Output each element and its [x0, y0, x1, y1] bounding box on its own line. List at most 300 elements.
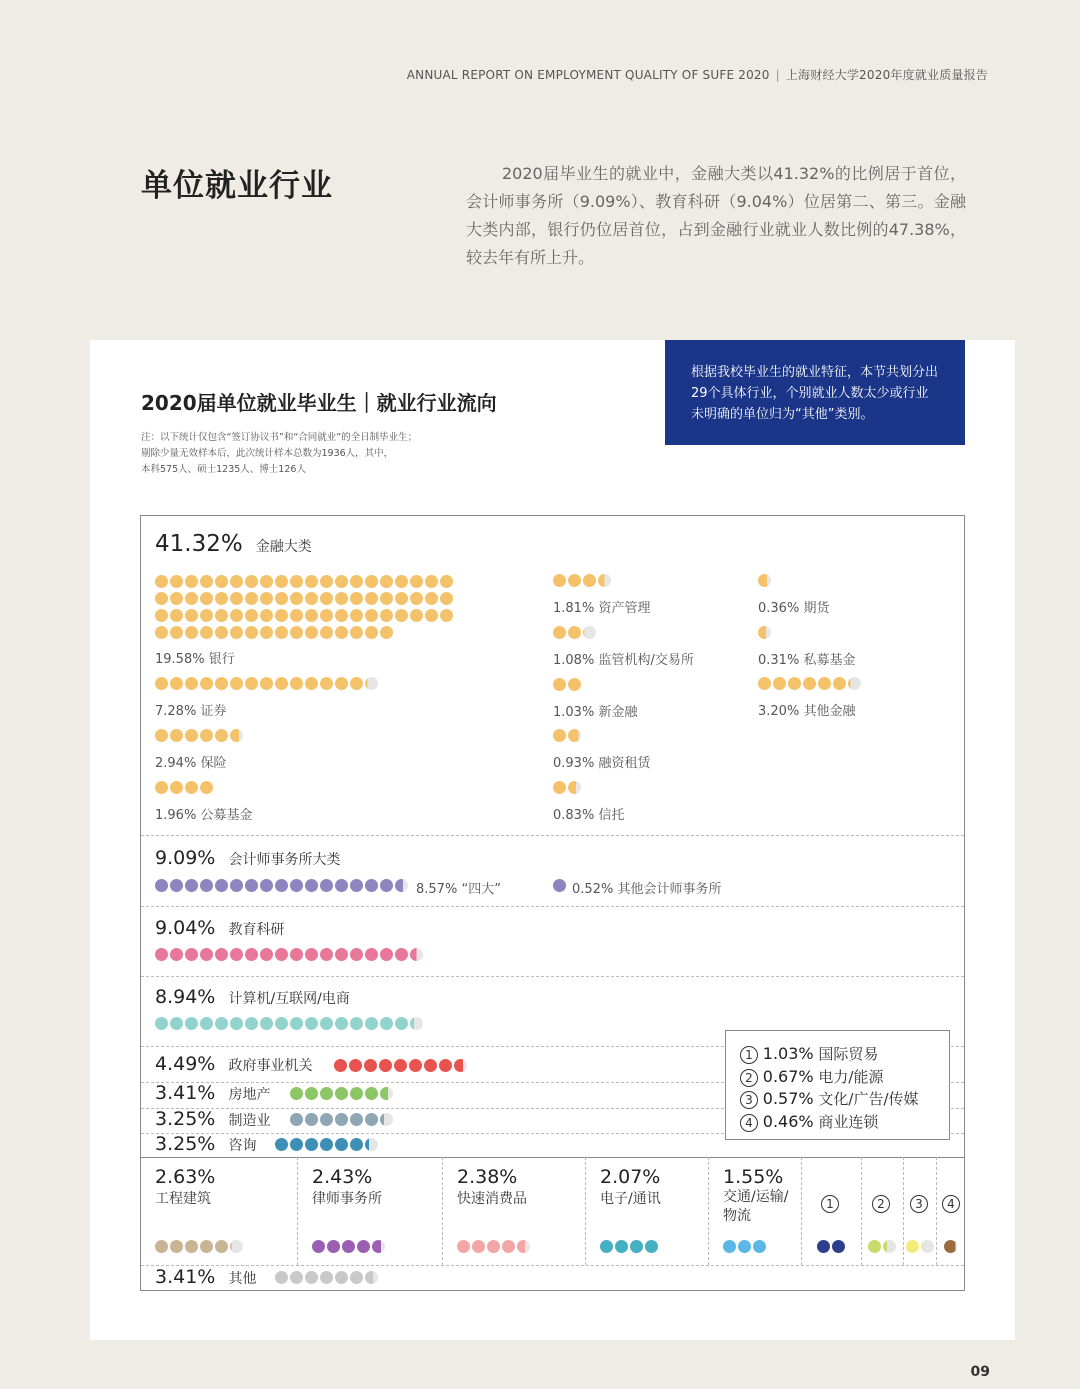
- data-dot: [185, 879, 198, 892]
- data-dot: [832, 1240, 845, 1253]
- data-dot: [425, 592, 438, 605]
- bank-dots: [155, 575, 455, 639]
- data-dot: [364, 1059, 377, 1072]
- culture-dots: [906, 1240, 934, 1253]
- data-dot: [365, 879, 378, 892]
- partial-data-dot: [365, 1138, 378, 1151]
- data-dot: [245, 626, 258, 639]
- data-dot: [615, 1240, 628, 1253]
- data-dot: [170, 948, 183, 961]
- data-dot: [440, 592, 453, 605]
- data-dot: [439, 1059, 452, 1072]
- data-dot: [185, 575, 198, 588]
- consulting-label: 咨询: [228, 1138, 257, 1154]
- data-dot: [395, 948, 408, 961]
- data-dot: [215, 879, 228, 892]
- data-dot: [335, 677, 348, 690]
- data-dot: [170, 729, 183, 742]
- data-dot: [200, 781, 213, 794]
- data-dot: [334, 1059, 347, 1072]
- data-dot: [350, 1271, 363, 1284]
- divider: [141, 976, 964, 977]
- data-dot: [230, 592, 243, 605]
- accounting-pct: 9.09%: [155, 847, 216, 869]
- data-dot: [185, 729, 198, 742]
- fmcg-dots: [457, 1240, 530, 1253]
- data-dot: [155, 592, 168, 605]
- partial-data-dot: [410, 1017, 423, 1030]
- manufacturing-pct: 3.25%: [155, 1108, 216, 1130]
- data-dot: [260, 626, 273, 639]
- data-dot: [410, 575, 423, 588]
- government-row: [155, 1053, 312, 1075]
- other-pct: 3.41%: [155, 1266, 216, 1288]
- other-accounting-label: 0.52% 其他会计师事务所: [572, 882, 722, 897]
- data-dot: [305, 609, 318, 622]
- data-dot: [380, 592, 393, 605]
- data-dot: [357, 1240, 370, 1253]
- data-dot: [260, 677, 273, 690]
- public-fund-dots: [155, 781, 213, 794]
- data-dot: [410, 592, 423, 605]
- securities-label: 7.28% 证券: [155, 704, 227, 719]
- data-dot: [380, 1017, 393, 1030]
- legend-item: 4 0.46% 商业连锁: [740, 1111, 949, 1134]
- data-dot: [380, 626, 393, 639]
- data-dot: [215, 626, 228, 639]
- column-divider: [708, 1157, 709, 1265]
- finance-pct: 41.32%: [155, 531, 243, 557]
- column-divider: [903, 1157, 904, 1265]
- transport-cell: [723, 1166, 793, 1226]
- data-dot: [215, 575, 228, 588]
- accounting-header: [155, 847, 340, 869]
- transport-pct: 1.55%: [723, 1166, 784, 1188]
- data-dot: [155, 1240, 168, 1253]
- data-dot: [290, 575, 303, 588]
- data-dot: [290, 1271, 303, 1284]
- data-dot: [170, 781, 183, 794]
- data-dot: [395, 575, 408, 588]
- data-dot: [185, 1240, 198, 1253]
- partial-data-dot: [230, 1240, 243, 1253]
- sample-note: [141, 430, 501, 478]
- securities-dots: [155, 677, 378, 690]
- data-dot: [365, 575, 378, 588]
- data-dot: [200, 609, 213, 622]
- data-dot: [906, 1240, 919, 1253]
- data-dot: [350, 626, 363, 639]
- data-dot: [365, 592, 378, 605]
- data-dot: [200, 592, 213, 605]
- asset-mgmt-label: 1.81% 资产管理: [553, 601, 651, 616]
- data-dot: [553, 574, 566, 587]
- asset-mgmt-dots: [553, 574, 611, 587]
- transport-label: 交通/运输/物流: [723, 1189, 789, 1224]
- data-dot: [350, 1017, 363, 1030]
- data-dot: [230, 879, 243, 892]
- regulator-label: 1.08% 监管机构/交易所: [553, 653, 694, 668]
- data-dot: [275, 1271, 288, 1284]
- data-dot: [380, 575, 393, 588]
- data-dot: [553, 678, 566, 691]
- manufacturing-row: [155, 1108, 270, 1130]
- electronics-cell: [600, 1166, 661, 1208]
- data-dot: [395, 1017, 408, 1030]
- data-dot: [833, 677, 846, 690]
- running-head-cn: 上海财经大学2020年度就业质量报告: [785, 68, 988, 82]
- data-dot: [440, 609, 453, 622]
- data-dot: [275, 677, 288, 690]
- law-pct: 2.43%: [312, 1166, 373, 1188]
- data-dot: [185, 1017, 198, 1030]
- data-dot: [230, 948, 243, 961]
- col-num-4: 4: [942, 1193, 960, 1213]
- data-dot: [170, 879, 183, 892]
- computer-header: [155, 986, 350, 1008]
- data-dot: [305, 575, 318, 588]
- data-dot: [170, 626, 183, 639]
- data-dot: [803, 677, 816, 690]
- data-dot: [379, 1059, 392, 1072]
- column-divider: [442, 1157, 443, 1265]
- partial-data-dot: [758, 574, 771, 587]
- data-dot: [305, 1138, 318, 1151]
- futures-dots: [758, 574, 771, 587]
- data-dot: [185, 592, 198, 605]
- data-dot: [155, 729, 168, 742]
- data-dot: [553, 879, 566, 892]
- data-dot: [424, 1059, 437, 1072]
- column-divider: [585, 1157, 586, 1265]
- data-dot: [305, 1271, 318, 1284]
- data-dot: [215, 677, 228, 690]
- other-dots: [275, 1271, 378, 1284]
- data-dot: [260, 575, 273, 588]
- partial-data-dot: [583, 626, 596, 639]
- data-dot: [380, 879, 393, 892]
- power-dots: [868, 1240, 896, 1253]
- manufacturing-label: 制造业: [228, 1113, 271, 1129]
- realestate-dots: [290, 1087, 393, 1100]
- big4-dots: [155, 879, 408, 892]
- data-dot: [215, 592, 228, 605]
- big4-label: 8.57% “四大”: [416, 882, 501, 897]
- data-dot: [335, 575, 348, 588]
- data-dot: [335, 1138, 348, 1151]
- education-dots: [155, 948, 423, 961]
- computer-dots: [155, 1017, 423, 1030]
- data-dot: [365, 1113, 378, 1126]
- manufacturing-dots: [290, 1113, 393, 1126]
- data-dot: [723, 1240, 736, 1253]
- data-dot: [290, 948, 303, 961]
- data-dot: [753, 1240, 766, 1253]
- data-dot: [350, 879, 363, 892]
- data-dot: [320, 677, 333, 690]
- data-dot: [245, 1017, 258, 1030]
- data-dot: [472, 1240, 485, 1253]
- section-title: 单位就业行业: [141, 168, 333, 204]
- data-dot: [260, 879, 273, 892]
- leasing-dots: [553, 729, 581, 742]
- partial-data-dot: [758, 626, 771, 639]
- partial-data-dot: [921, 1240, 934, 1253]
- data-dot: [275, 879, 288, 892]
- partial-data-dot: [372, 1240, 385, 1253]
- data-dot: [185, 626, 198, 639]
- data-dot: [350, 592, 363, 605]
- data-dot: [773, 677, 786, 690]
- data-dot: [320, 1138, 333, 1151]
- divider: [141, 906, 964, 907]
- data-dot: [200, 626, 213, 639]
- data-dot: [200, 729, 213, 742]
- data-dot: [245, 575, 258, 588]
- data-dot: [335, 1113, 348, 1126]
- data-dot: [200, 879, 213, 892]
- other-finance-dots: [758, 677, 861, 690]
- data-dot: [170, 609, 183, 622]
- note-line: 注：以下统计仅包含“签订协议书”和“合同就业”的全日制毕业生；: [141, 432, 418, 443]
- engineering-label: 工程建筑: [155, 1191, 211, 1207]
- info-box: 根据我校毕业生的就业特征，本节共划分出29个具体行业，个别就业人数太少或行业未明确的单位归为“其他”类别。: [665, 340, 965, 445]
- data-dot: [342, 1240, 355, 1253]
- partial-data-dot: [410, 948, 423, 961]
- data-dot: [215, 1017, 228, 1030]
- data-dot: [320, 592, 333, 605]
- other-accounting-dots: [553, 879, 566, 892]
- data-dot: [395, 592, 408, 605]
- data-dot: [170, 575, 183, 588]
- data-dot: [155, 781, 168, 794]
- data-dot: [365, 948, 378, 961]
- data-dot: [245, 677, 258, 690]
- data-dot: [275, 592, 288, 605]
- transport-dots: [723, 1240, 766, 1253]
- data-dot: [230, 626, 243, 639]
- data-dot: [630, 1240, 643, 1253]
- running-head: [407, 66, 988, 83]
- leasing-label: 0.93% 融资租赁: [553, 756, 651, 771]
- data-dot: [788, 677, 801, 690]
- running-head-divider: |: [775, 68, 780, 82]
- private-fund-dots: [758, 626, 771, 639]
- data-dot: [320, 626, 333, 639]
- data-dot: [155, 948, 168, 961]
- data-dot: [645, 1240, 658, 1253]
- data-dot: [320, 879, 333, 892]
- other-finance-label: 3.20% 其他金融: [758, 704, 856, 719]
- data-dot: [817, 1240, 830, 1253]
- data-dot: [290, 592, 303, 605]
- data-dot: [350, 609, 363, 622]
- data-dot: [365, 609, 378, 622]
- data-dot: [290, 1087, 303, 1100]
- data-dot: [260, 948, 273, 961]
- government-dots: [334, 1059, 467, 1072]
- partial-data-dot: [380, 1113, 393, 1126]
- consulting-dots: [275, 1138, 378, 1151]
- partial-data-dot: [568, 729, 581, 742]
- trade-dots: [817, 1240, 845, 1253]
- partial-data-dot: [365, 677, 378, 690]
- data-dot: [335, 948, 348, 961]
- data-dot: [200, 677, 213, 690]
- data-dot: [215, 729, 228, 742]
- partial-data-dot: [454, 1059, 467, 1072]
- engineering-cell: [155, 1166, 215, 1208]
- partial-data-dot: [848, 677, 861, 690]
- data-dot: [440, 575, 453, 588]
- data-dot: [275, 575, 288, 588]
- insurance-label: 2.94% 保险: [155, 756, 227, 771]
- running-head-en: ANNUAL REPORT ON EMPLOYMENT QUALITY OF SUFE 2020: [406, 68, 770, 82]
- realestate-pct: 3.41%: [155, 1082, 216, 1104]
- data-dot: [350, 677, 363, 690]
- partial-data-dot: [598, 574, 611, 587]
- data-dot: [365, 1087, 378, 1100]
- data-dot: [275, 948, 288, 961]
- divider: [141, 1265, 964, 1266]
- data-dot: [155, 575, 168, 588]
- data-dot: [409, 1059, 422, 1072]
- data-dot: [457, 1240, 470, 1253]
- engineering-dots: [155, 1240, 243, 1253]
- data-dot: [230, 677, 243, 690]
- data-dot: [260, 1017, 273, 1030]
- data-dot: [305, 592, 318, 605]
- data-dot: [312, 1240, 325, 1253]
- data-dot: [260, 609, 273, 622]
- data-dot: [395, 609, 408, 622]
- data-dot: [487, 1240, 500, 1253]
- col-num-2: 2: [872, 1193, 890, 1213]
- data-dot: [320, 1017, 333, 1030]
- computer-label: 计算机/互联网/电商: [228, 991, 350, 1007]
- data-dot: [305, 677, 318, 690]
- partial-data-dot: [568, 781, 581, 794]
- data-dot: [320, 948, 333, 961]
- col-num-1: 1: [821, 1193, 839, 1213]
- data-dot: [320, 609, 333, 622]
- data-dot: [553, 729, 566, 742]
- new-finance-dots: [553, 678, 581, 691]
- chart-title: 2020届单位就业毕业生｜就业行业流向: [141, 391, 497, 415]
- partial-data-dot: [517, 1240, 530, 1253]
- electronics-dots: [600, 1240, 658, 1253]
- data-dot: [290, 1113, 303, 1126]
- data-dot: [305, 948, 318, 961]
- column-divider: [936, 1157, 937, 1265]
- government-label: 政府事业机关: [228, 1058, 313, 1074]
- bank-label: 19.58% 银行: [155, 652, 235, 667]
- accounting-label: 会计师事务所大类: [228, 852, 341, 868]
- data-dot: [380, 609, 393, 622]
- data-dot: [327, 1240, 340, 1253]
- legend-item: 2 0.67% 电力/能源: [740, 1066, 949, 1089]
- data-dot: [568, 626, 581, 639]
- note-line: 剔除少量无效样本后，此次统计样本总数为1936人，其中，: [141, 448, 394, 459]
- education-pct: 9.04%: [155, 917, 216, 939]
- data-dot: [290, 1017, 303, 1030]
- data-dot: [335, 1087, 348, 1100]
- data-dot: [365, 626, 378, 639]
- data-dot: [394, 1059, 407, 1072]
- consulting-row: [155, 1133, 256, 1155]
- data-dot: [170, 1017, 183, 1030]
- realestate-row: [155, 1082, 270, 1104]
- fmcg-pct: 2.38%: [457, 1166, 518, 1188]
- retail-dots: [944, 1240, 957, 1253]
- column-divider: [297, 1157, 298, 1265]
- regulator-dots: [553, 626, 596, 639]
- insurance-dots: [155, 729, 243, 742]
- data-dot: [260, 592, 273, 605]
- data-dot: [155, 609, 168, 622]
- data-dot: [502, 1240, 515, 1253]
- data-dot: [553, 781, 566, 794]
- col-num-3: 3: [910, 1193, 928, 1213]
- law-dots: [312, 1240, 385, 1253]
- data-dot: [320, 1271, 333, 1284]
- data-dot: [230, 609, 243, 622]
- data-dot: [155, 1017, 168, 1030]
- data-dot: [290, 677, 303, 690]
- data-dot: [290, 609, 303, 622]
- small-industry-legend: [725, 1030, 950, 1140]
- data-dot: [305, 1087, 318, 1100]
- data-dot: [320, 1113, 333, 1126]
- data-dot: [350, 1138, 363, 1151]
- data-dot: [215, 609, 228, 622]
- data-dot: [155, 677, 168, 690]
- data-dot: [245, 592, 258, 605]
- column-divider: [801, 1157, 802, 1265]
- data-dot: [290, 1138, 303, 1151]
- divider: [141, 1157, 964, 1158]
- trust-label: 0.83% 信托: [553, 808, 625, 823]
- law-label: 律师事务所: [312, 1191, 382, 1207]
- data-dot: [185, 677, 198, 690]
- data-dot: [410, 609, 423, 622]
- data-dot: [305, 1017, 318, 1030]
- data-dot: [245, 879, 258, 892]
- data-dot: [365, 1017, 378, 1030]
- note-line: 本科575人、硕士1235人、博士126人: [141, 464, 306, 475]
- computer-pct: 8.94%: [155, 986, 216, 1008]
- data-dot: [553, 626, 566, 639]
- data-dot: [305, 626, 318, 639]
- partial-data-dot: [365, 1271, 378, 1284]
- data-dot: [868, 1240, 881, 1253]
- legend-item: 1 1.03% 国际贸易: [740, 1043, 949, 1066]
- data-dot: [185, 609, 198, 622]
- intro-paragraph: 2020届毕业生的就业中，金融大类以41.32%的比例居于首位，会计师事务所（9.09%）、教育科研（9.04%）位居第二、第三。金融大类内部，银行仍位居首位，占到金融行业就业人数比例的47.38%，较去年有所上升。: [466, 164, 966, 267]
- data-dot: [320, 575, 333, 588]
- data-dot: [349, 1059, 362, 1072]
- public-fund-label: 1.96% 公募基金: [155, 808, 253, 823]
- data-dot: [200, 1017, 213, 1030]
- fmcg-label: 快速消费品: [457, 1191, 527, 1207]
- data-dot: [185, 948, 198, 961]
- data-dot: [200, 1240, 213, 1253]
- data-dot: [600, 1240, 613, 1253]
- data-dot: [350, 575, 363, 588]
- data-dot: [425, 609, 438, 622]
- fmcg-cell: [457, 1166, 527, 1208]
- finance-header: [155, 531, 312, 557]
